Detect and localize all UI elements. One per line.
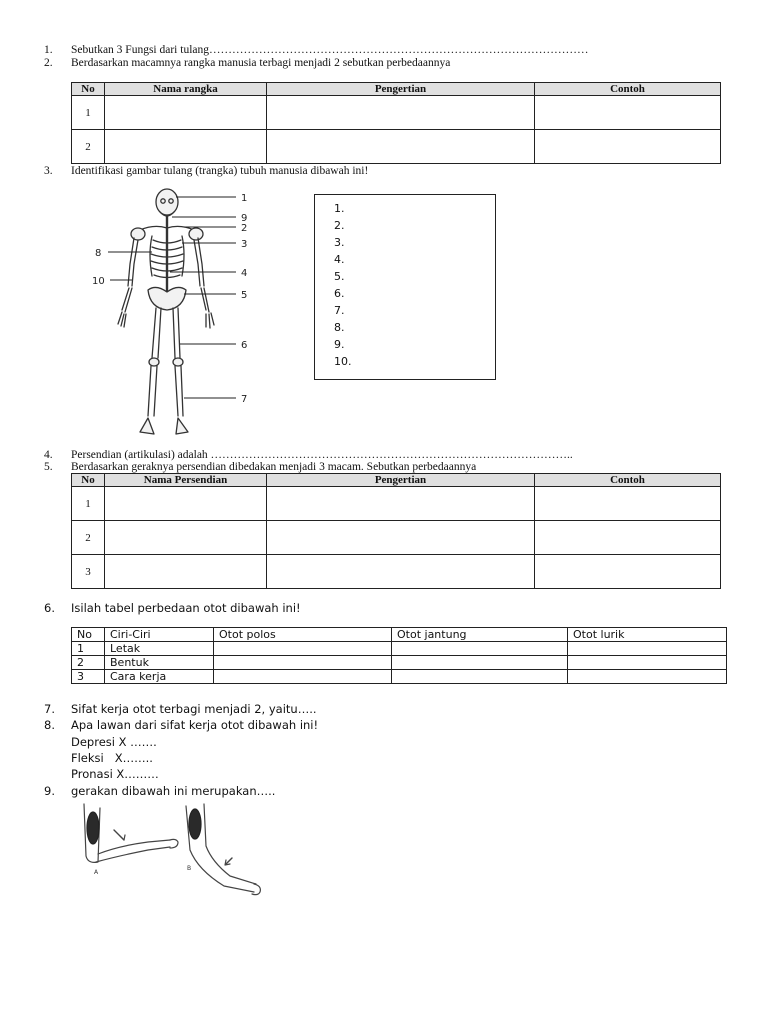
table-row: 2 [72,130,721,164]
q8-item-pronasi: Pronasi X……… [71,767,159,781]
table-row: 1 [72,96,721,130]
question-9: 9. gerakan dibawah ini merupakan….. [44,784,276,798]
table-header: Nama rangka [105,83,267,96]
skeleton-illustration [88,184,260,442]
list-item: 7. [334,304,345,317]
table-row: 1 Letak [72,642,727,656]
skeleton-label: 10 [92,276,105,287]
table-row: 3 [72,555,721,589]
skeleton-label: 1 [241,193,248,204]
skeleton-label: 3 [241,239,248,250]
question-4: 4. Persendian (artikulasi) adalah ………………………………………………………………………………….. [44,449,573,461]
table-otot [71,627,727,684]
list-item: 8. [334,321,345,334]
skeleton-label: 9 [241,213,248,224]
skeleton-label: 4 [241,268,248,279]
table-row: 2 [72,521,721,555]
table-header: Contoh [535,474,721,487]
skeleton-label: 5 [241,290,248,301]
list-item: 1. [334,202,345,215]
arm-movement-illustration [78,800,264,900]
table-row: 2 Bentuk [72,656,727,670]
list-item: 9. [334,338,345,351]
answer-list-box [314,194,496,380]
list-item: 2. [334,219,345,232]
q8-item-depresi: Depresi X ……. [71,735,157,749]
table-header: Contoh [535,83,721,96]
skeleton-label: 8 [95,248,102,259]
question-8: 8. Apa lawan dari sifat kerja otot dibawah ini! [44,718,319,732]
table-row: 3 Cara kerja [72,670,727,684]
arm-label-b: B [187,865,192,872]
q8-item-fleksi: Fleksi X…….. [71,751,153,765]
table-header: No [72,83,105,96]
table-header: No [72,474,105,487]
skeleton-label: 2 [241,223,248,234]
table-header: Otot polos [214,628,392,642]
question-3: 3. Identifikasi gambar tulang (trangka) tubuh manusia dibawah ini! [44,165,369,177]
table-row: 1 [72,487,721,521]
table-persendian [71,473,721,589]
table-header: Pengertian [267,83,535,96]
question-2: 2. Berdasarkan macamnya rangka manusia terbagi menjadi 2 sebutkan perbedaannya [44,57,451,69]
table-header: Nama Persendian [105,474,267,487]
table-header: Otot lurik [568,628,727,642]
table-header: Pengertian [267,474,535,487]
skeleton-label: 6 [241,340,248,351]
list-item: 3. [334,236,345,249]
list-item: 4. [334,253,345,266]
table-nama-rangka [71,82,721,164]
table-header: Otot jantung [392,628,568,642]
list-item: 10. [334,355,352,368]
question-1: 1. Sebutkan 3 Fungsi dari tulang……………………………………………………………………………………… [44,44,589,56]
question-5: 5. Berdasarkan geraknya persendian dibedakan menjadi 3 macam. Sebutkan perbedaannya [44,461,477,473]
question-6: 6. Isilah tabel perbedaan otot dibawah ini! [44,601,301,615]
table-header: Ciri-Ciri [105,628,214,642]
list-item: 5. [334,270,345,283]
arm-label-a: A [94,869,99,876]
question-7: 7. Sifat kerja otot terbagi menjadi 2, yaitu….. [44,702,317,716]
table-header: No [72,628,105,642]
list-item: 6. [334,287,345,300]
skeleton-label: 7 [241,394,248,405]
